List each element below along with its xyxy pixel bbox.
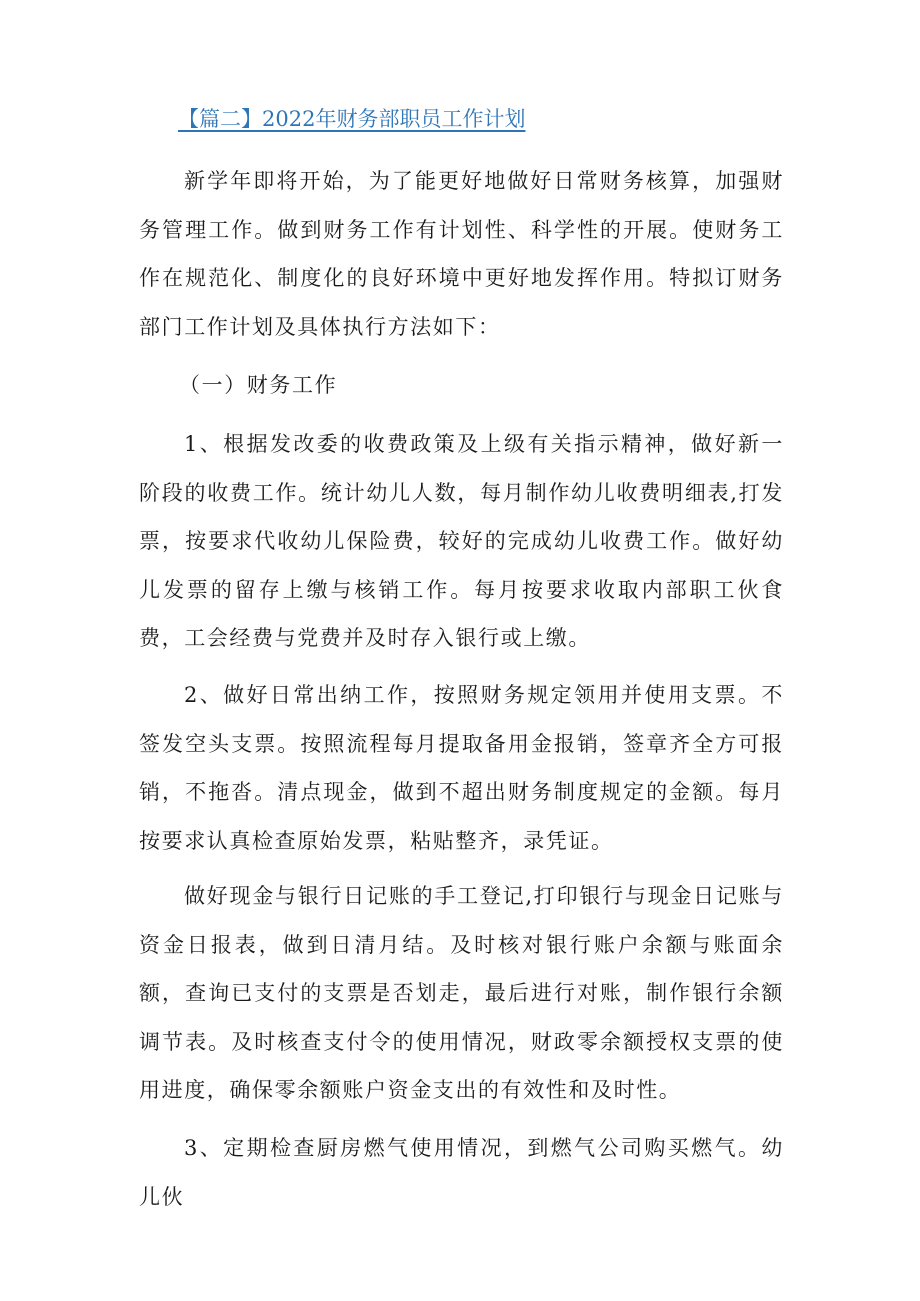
paragraph-item-2: 2、做好日常出纳工作，按照财务规定领用并使用支票。不签发空头支票。按照流程每月提取备用金报销，签章齐全方可报销，不拖沓。清点现金，做到不超出财务制度规定的金额。每月按要求认真检查原始发票，粘贴整齐，录凭证。 [139, 683, 784, 853]
document-title-link[interactable]: 【篇二】2022年财务部职员工作计划 [178, 107, 526, 131]
paragraph-item-1: 1、根据发改委的收费政策及上级有关指示精神，做好新一阶段的收费工作。统计幼儿人数，每月制作幼儿收费明细表,打发票，按要求代收幼儿保险费，较好的完成幼儿收费工作。做好幼儿发票的留存上缴与核销工作。每月按要求收取内部职工伙食费，工会经费与党费并及时存入银行或上缴。 [139, 432, 784, 650]
section-heading: （一）财务工作 [179, 373, 338, 397]
paragraph-cash-journal: 做好现金与银行日记账的手工登记,打印银行与现金日记账与资金日报表，做到日清月结。及时核对银行账户余额与账面余额，查询已支付的支票是否划走，最后进行对账，制作银行余额调节表。及时核查支付令的使用情况，财政零余额授权支票的使用进度，确保零余额账户资金支出的有效性和及时性。 [139, 884, 784, 1102]
paragraph-item-3: 3、定期检查厨房燃气使用情况，到燃气公司购买燃气。幼儿伙 [139, 1136, 784, 1209]
intro-paragraph: 新学年即将开始，为了能更好地做好日常财务核算，加强财务管理工作。做到财务工作有计划性、科学性的开展。使财务工作在规范化、制度化的良好环境中更好地发挥作用。特拟订财务部门工作计划及具体执行方法如下： [139, 169, 784, 339]
